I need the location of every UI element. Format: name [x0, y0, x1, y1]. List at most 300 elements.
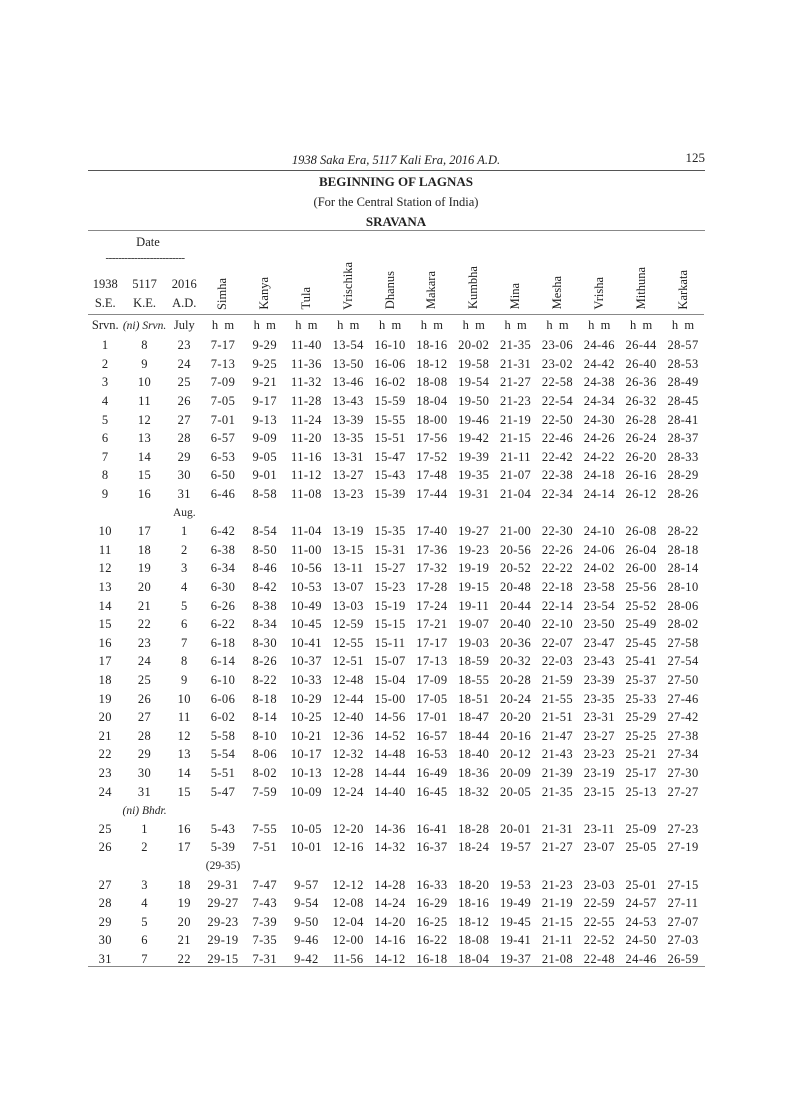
date-ke: 13 — [137, 431, 152, 446]
table-row — [88, 820, 704, 839]
lagna-time: 25-21 — [625, 747, 657, 762]
lagna-time: 9-09 — [252, 431, 277, 446]
lagna-time: 21-35 — [541, 784, 574, 799]
date-se: 28 — [98, 896, 112, 911]
lagna-time: 25-37 — [625, 672, 657, 687]
date-ke: 29 — [137, 747, 152, 762]
lagna-time: 16-10 — [374, 338, 406, 353]
date-ke: 5 — [141, 914, 148, 929]
lagna-time: 27-03 — [667, 933, 699, 948]
lagna-time: 10-49 — [290, 598, 322, 613]
lagna-time: 23-47 — [583, 635, 615, 650]
era-ke: K.E. — [133, 296, 157, 311]
lagna-time: 17-17 — [416, 635, 448, 650]
lagna-time: 15-47 — [374, 449, 406, 464]
table-row — [88, 467, 704, 486]
lagna-time: 19-39 — [458, 449, 490, 464]
lagna-time: 22-52 — [583, 933, 615, 948]
running-head: 1938 Saka Era, 5117 Kali Era, 2016 A.D. — [291, 153, 501, 167]
section-rule — [88, 230, 705, 231]
lagna-time: 28-33 — [667, 449, 699, 464]
lagna-time: 11-24 — [291, 412, 322, 427]
date-se: 26 — [98, 840, 112, 855]
lagna-time: 25-01 — [625, 877, 657, 892]
lagna-time: 16-18 — [416, 951, 448, 966]
lagna-time: 8-30 — [252, 635, 277, 650]
lagna-time: 23-27 — [583, 728, 615, 743]
lagna-time: 16-02 — [374, 375, 406, 390]
date-ad: 23 — [177, 338, 191, 353]
lagna-time: 13-35 — [332, 431, 364, 446]
lagna-time: 26-28 — [625, 412, 657, 427]
lagna-time: 12-24 — [332, 784, 364, 799]
lagna-time: 16-22 — [416, 933, 448, 948]
lagna-time: 14-16 — [374, 933, 406, 948]
lagna-time: 21-59 — [541, 672, 574, 687]
lagna-time: 25-49 — [625, 617, 657, 632]
lagna-time: 27-42 — [667, 710, 699, 725]
lagna-time: 23-19 — [583, 765, 615, 780]
table-row — [88, 560, 704, 579]
lagna-header: Mina — [508, 283, 523, 310]
bottom-rule — [88, 966, 705, 967]
date-ad: 12 — [177, 728, 191, 743]
lagna-time: 14-12 — [374, 951, 406, 966]
lagna-time: 13-50 — [332, 356, 364, 371]
lagna-time: 16-29 — [416, 896, 448, 911]
lagna-time: 23-50 — [583, 617, 615, 632]
lagna-header: Mithuna — [633, 267, 648, 310]
lagna-time: 10-45 — [290, 617, 322, 632]
lagna-time: 13-03 — [332, 598, 364, 613]
lagna-time: 8-34 — [252, 617, 277, 632]
month-note-bhadrapada: (ni) Bhdr. — [122, 804, 167, 817]
year-ad: 2016 — [171, 276, 197, 291]
date-se: 1 — [101, 338, 109, 353]
lagna-time: 15-27 — [374, 561, 406, 576]
lagna-time: 17-21 — [416, 617, 448, 632]
lagna-time: 20-16 — [500, 728, 532, 743]
lagna-header: Makara — [424, 271, 439, 310]
lagna-time: 7-13 — [210, 356, 236, 371]
lagna-time: 23-03 — [583, 877, 615, 892]
lagna-time: 25-52 — [625, 598, 657, 613]
lagna-time: 14-36 — [374, 821, 406, 836]
lagna-time: 19-07 — [458, 617, 490, 632]
date-se: 10 — [98, 524, 112, 539]
date-se: 11 — [98, 542, 112, 557]
lagna-time: 20-32 — [500, 654, 532, 669]
lagna-time: 27-11 — [667, 896, 699, 911]
lagna-time: 11-36 — [291, 356, 322, 371]
date-ke: 8 — [141, 338, 148, 353]
lagna-time: 22-46 — [541, 431, 574, 446]
lagna-time: 26-59 — [667, 951, 699, 966]
table-row — [88, 653, 704, 672]
date-se: 18 — [98, 672, 112, 687]
lagna-time: 15-43 — [374, 468, 406, 483]
date-ke: 18 — [137, 542, 152, 557]
lagna-header: Simha — [215, 277, 230, 310]
date-se: 27 — [98, 877, 112, 892]
lagna-time: 8-42 — [252, 580, 277, 595]
date-ad: 17 — [177, 840, 191, 855]
lagna-time: 8-18 — [252, 691, 277, 706]
lagna-time: 22-38 — [541, 468, 574, 483]
lagna-time: 9-57 — [294, 877, 319, 892]
lagna-time: 10-17 — [290, 747, 322, 762]
table-body — [88, 337, 704, 969]
table-row — [88, 932, 704, 951]
lagna-time: 10-33 — [290, 672, 322, 687]
lagna-time: 19-31 — [458, 487, 490, 502]
lagna-time: 29-23 — [207, 914, 239, 929]
era-ad: A.D. — [172, 296, 197, 311]
lagna-time: 25-25 — [625, 728, 657, 743]
lagna-time: 13-11 — [332, 561, 364, 576]
lagna-time: 18-47 — [458, 710, 490, 725]
lagna-time: 21-19 — [541, 896, 574, 911]
date-se: 3 — [101, 375, 109, 390]
lagna-time: 22-50 — [541, 412, 574, 427]
note-row — [88, 801, 704, 820]
lagna-time: 12-04 — [332, 914, 364, 929]
lagna-time: 21-23 — [500, 394, 532, 409]
lagna-time: 7-05 — [210, 394, 236, 409]
lagna-time: 10-41 — [290, 635, 322, 650]
lagna-time: 5-58 — [210, 728, 236, 743]
lagna-time: 21-19 — [500, 412, 532, 427]
lagna-time: 19-23 — [458, 542, 490, 557]
lagna-time: 16-45 — [416, 784, 448, 799]
lagna-time: 9-01 — [252, 468, 277, 483]
lagna-time: 22-10 — [541, 617, 574, 632]
lagna-time: 22-48 — [583, 951, 615, 966]
lagna-time: 11-08 — [291, 487, 322, 502]
date-label: Date — [136, 234, 160, 249]
lagna-time: 15-35 — [374, 524, 406, 539]
table-row — [88, 374, 704, 393]
table-row — [88, 411, 704, 430]
lagna-time: 7-31 — [252, 951, 277, 966]
lagna-time: 18-32 — [458, 784, 490, 799]
lagna-time: 22-14 — [541, 598, 574, 613]
lagna-time: 24-14 — [583, 487, 615, 502]
lagna-time: 21-51 — [541, 710, 574, 725]
lagna-time: 19-41 — [500, 933, 532, 948]
lagna-time: 12-12 — [332, 877, 364, 892]
lagna-time: 23-15 — [583, 784, 615, 799]
lagna-time: 27-23 — [667, 821, 699, 836]
lagna-time: 26-24 — [625, 431, 657, 446]
lagna-time: 28-06 — [667, 598, 699, 613]
date-ke: 14 — [137, 449, 152, 464]
lagna-time: 24-06 — [583, 542, 615, 557]
lagna-time: 8-14 — [252, 710, 277, 725]
date-ad: 11 — [177, 710, 191, 725]
date-ke: 22 — [137, 617, 152, 632]
date-ke: 31 — [137, 784, 152, 799]
date-ke: 19 — [137, 561, 152, 576]
lagna-time: 17-40 — [416, 524, 448, 539]
lagna-header: Dhanus — [382, 271, 397, 310]
table-row — [88, 392, 704, 411]
lagna-time: 14-44 — [374, 765, 406, 780]
lagna-time: 23-31 — [583, 710, 615, 725]
lagna-time: 11-40 — [291, 338, 322, 353]
table-row — [88, 615, 704, 634]
lagna-time: 26-44 — [625, 338, 657, 353]
page-title: BEGINNING OF LAGNAS — [318, 174, 474, 189]
lagna-time: 28-57 — [667, 338, 699, 353]
lagna-time: 16-49 — [416, 765, 448, 780]
date-ke: 1 — [141, 821, 148, 836]
page-number: 125 — [685, 150, 705, 165]
date-ad: 28 — [177, 431, 191, 446]
lagna-time: 14-56 — [374, 710, 406, 725]
date-ke: 16 — [137, 487, 152, 502]
table-row — [88, 764, 704, 783]
date-se: 22 — [98, 747, 112, 762]
lagna-time: 27-30 — [667, 765, 699, 780]
unit-row — [88, 314, 704, 337]
lagna-time: 19-49 — [500, 896, 532, 911]
lagna-time: 24-18 — [583, 468, 615, 483]
date-se: 13 — [98, 580, 112, 595]
lagna-time: 21-07 — [500, 468, 532, 483]
lagna-time: 14-20 — [374, 914, 406, 929]
lagna-time: 15-00 — [374, 691, 406, 706]
lagna-time: 25-09 — [625, 821, 657, 836]
lagna-time: 20-48 — [500, 580, 532, 595]
lagna-time: 28-02 — [667, 617, 699, 632]
lagna-time: 15-59 — [374, 394, 406, 409]
unit-label: h m — [453, 314, 495, 337]
lagna-time: 12-44 — [332, 691, 364, 706]
unit-label: h m — [369, 314, 411, 337]
table-row — [88, 746, 704, 765]
lagna-time: 12-16 — [332, 840, 364, 855]
lagna-time: 16-33 — [416, 877, 448, 892]
lagna-time: 22-58 — [541, 375, 574, 390]
lagna-time: 17-13 — [416, 654, 448, 669]
date-se: 19 — [98, 691, 112, 706]
date-ke: 20 — [137, 580, 152, 595]
lagna-time: 14-32 — [374, 840, 406, 855]
lagna-time: 21-47 — [541, 728, 574, 743]
lagna-time: 8-58 — [252, 487, 277, 502]
lagna-time: 22-26 — [541, 542, 574, 557]
lagna-time: 9-50 — [294, 914, 319, 929]
date-ad: 8 — [180, 654, 188, 669]
lagna-time: 21-04 — [500, 487, 532, 502]
lagna-time: 18-59 — [458, 654, 490, 669]
lagna-time: 20-02 — [458, 338, 490, 353]
lagna-time: 13-23 — [332, 487, 364, 502]
lagna-time: 12-40 — [332, 710, 364, 725]
lagna-time: 18-28 — [458, 821, 490, 836]
date-ad: 2 — [180, 542, 188, 557]
lagna-time: 22-54 — [541, 394, 574, 409]
lagna-time: 21-27 — [500, 375, 532, 390]
lagna-time: 19-42 — [458, 431, 490, 446]
lagna-time: 27-46 — [667, 691, 699, 706]
lagna-time: 22-03 — [541, 654, 574, 669]
lagna-time: 8-54 — [252, 524, 277, 539]
unit-label: h m — [620, 314, 662, 337]
lagna-time: 7-47 — [252, 877, 277, 892]
unit-label: h m — [495, 314, 537, 337]
lagna-time: 25-13 — [625, 784, 657, 799]
lagna-time: 22-55 — [583, 914, 615, 929]
lagna-time: 12-36 — [332, 728, 364, 743]
lagna-time: 6-10 — [210, 672, 236, 687]
lagna-time: 28-45 — [667, 394, 699, 409]
table-row — [88, 690, 704, 709]
lagna-time: 23-35 — [583, 691, 615, 706]
lagna-time: 18-24 — [458, 840, 490, 855]
lagna-time: 18-08 — [416, 375, 448, 390]
lagna-time: 25-41 — [625, 654, 657, 669]
lagna-time: 14-52 — [374, 728, 406, 743]
lagna-time: 26-20 — [625, 449, 657, 464]
lagna-time: 24-50 — [625, 933, 657, 948]
date-se: 14 — [98, 598, 112, 613]
lagna-time: 24-02 — [583, 561, 615, 576]
lagna-time: 13-54 — [332, 338, 364, 353]
date-ad: 16 — [177, 821, 191, 836]
lagna-time: 23-54 — [583, 598, 615, 613]
lagna-time: 23-11 — [583, 821, 615, 836]
lagna-time: 16-57 — [416, 728, 448, 743]
date-ad: 20 — [177, 914, 191, 929]
lagna-time: 9-29 — [252, 338, 277, 353]
date-ke: 10 — [137, 375, 152, 390]
lagna-time: 5-54 — [210, 747, 236, 762]
lagna-time: 12-55 — [332, 635, 364, 650]
date-ke: 12 — [137, 412, 152, 427]
date-ad: 27 — [177, 412, 191, 427]
lagna-time: 23-07 — [583, 840, 615, 855]
table-row — [88, 634, 704, 653]
table-row — [88, 894, 704, 913]
table-row — [88, 448, 704, 467]
month-ni-srvn: (ni) Srvn. — [123, 314, 167, 337]
date-se: 15 — [98, 617, 112, 632]
lagna-time: 27-07 — [667, 914, 699, 929]
lagna-time: 11-20 — [291, 431, 322, 446]
date-ke: 6 — [141, 933, 148, 948]
date-ad: 13 — [177, 747, 191, 762]
note-row — [88, 504, 704, 523]
lagna-time: 29-27 — [207, 896, 239, 911]
lagna-time: 20-12 — [500, 747, 532, 762]
lagna-time: 28-22 — [667, 524, 699, 539]
date-ad: 26 — [177, 394, 191, 409]
lagna-time: 28-41 — [667, 412, 699, 427]
lagna-time: 6-34 — [210, 561, 236, 576]
lagna-time: 8-46 — [252, 561, 277, 576]
lagna-time: 26-36 — [625, 375, 657, 390]
table-row — [88, 876, 704, 895]
table-row — [88, 429, 704, 448]
lagna-time: 6-57 — [210, 431, 236, 446]
lagna-header: Karkata — [675, 269, 690, 310]
lagna-time: 18-20 — [458, 877, 490, 892]
lagna-time: 28-14 — [667, 561, 699, 576]
unit-label: h m — [578, 314, 620, 337]
table-row — [88, 839, 704, 858]
lagna-time: 12-00 — [332, 933, 364, 948]
lagna-time: 23-43 — [583, 654, 615, 669]
lagna-time: 21-35 — [500, 338, 532, 353]
lagna-time: 24-46 — [583, 338, 615, 353]
lagna-time: 23-23 — [583, 747, 615, 762]
lagna-time: 17-28 — [416, 580, 448, 595]
lagna-time: 25-17 — [625, 765, 657, 780]
lagna-time: 7-43 — [252, 896, 277, 911]
lagna-header: Kanya — [257, 276, 272, 310]
date-se: 24 — [98, 784, 112, 799]
unit-label: h m — [285, 314, 327, 337]
lagna-time: 18-00 — [416, 412, 448, 427]
lagna-time: 6-42 — [210, 524, 236, 539]
lagna-time: 24-22 — [583, 449, 615, 464]
lagna-time: 15-31 — [374, 542, 406, 557]
lagna-time: 24-42 — [583, 356, 615, 371]
table-row — [88, 913, 704, 932]
date-ke: 24 — [137, 654, 152, 669]
lagna-time: 7-51 — [252, 840, 277, 855]
lagna-time: 27-50 — [667, 672, 699, 687]
lagna-time: 10-21 — [290, 728, 322, 743]
lagna-header: Kumbha — [466, 266, 481, 310]
lagna-time: 24-38 — [583, 375, 615, 390]
date-se: 8 — [101, 468, 109, 483]
lagna-time: 15-55 — [374, 412, 406, 427]
table-row — [88, 708, 704, 727]
lagna-time: 11-56 — [332, 951, 364, 966]
lagna-time: 19-57 — [500, 840, 532, 855]
lagna-time: 21-55 — [541, 691, 574, 706]
lagna-time: 21-31 — [500, 356, 532, 371]
lagna-time: 6-50 — [210, 468, 236, 483]
year-ke: 5117 — [132, 276, 157, 291]
lagna-time: 25-29 — [625, 710, 657, 725]
date-se: 30 — [98, 933, 112, 948]
lagna-time: 19-45 — [500, 914, 532, 929]
lagna-time: 7-35 — [252, 933, 277, 948]
lagna-time: 11-32 — [291, 375, 322, 390]
date-ke: 26 — [137, 691, 152, 706]
date-se: 20 — [98, 710, 112, 725]
month-heading: SRAVANA — [365, 214, 427, 229]
lagna-time: 21-11 — [542, 933, 573, 948]
header-rule — [88, 170, 705, 171]
lagna-time: 13-31 — [332, 449, 364, 464]
lagna-time: 7-01 — [210, 412, 236, 427]
lagna-time: 18-12 — [458, 914, 490, 929]
lagna-time: 22-30 — [541, 524, 574, 539]
date-se: 25 — [98, 821, 112, 836]
lagna-time: 21-43 — [541, 747, 574, 762]
lagna-time: 16-53 — [416, 747, 448, 762]
lagna-time: 20-24 — [500, 691, 532, 706]
lagna-time: 12-20 — [332, 821, 364, 836]
lagna-time: 17-09 — [416, 672, 448, 687]
lagna-time: 6-14 — [210, 654, 236, 669]
lagna-time: 6-30 — [210, 580, 236, 595]
